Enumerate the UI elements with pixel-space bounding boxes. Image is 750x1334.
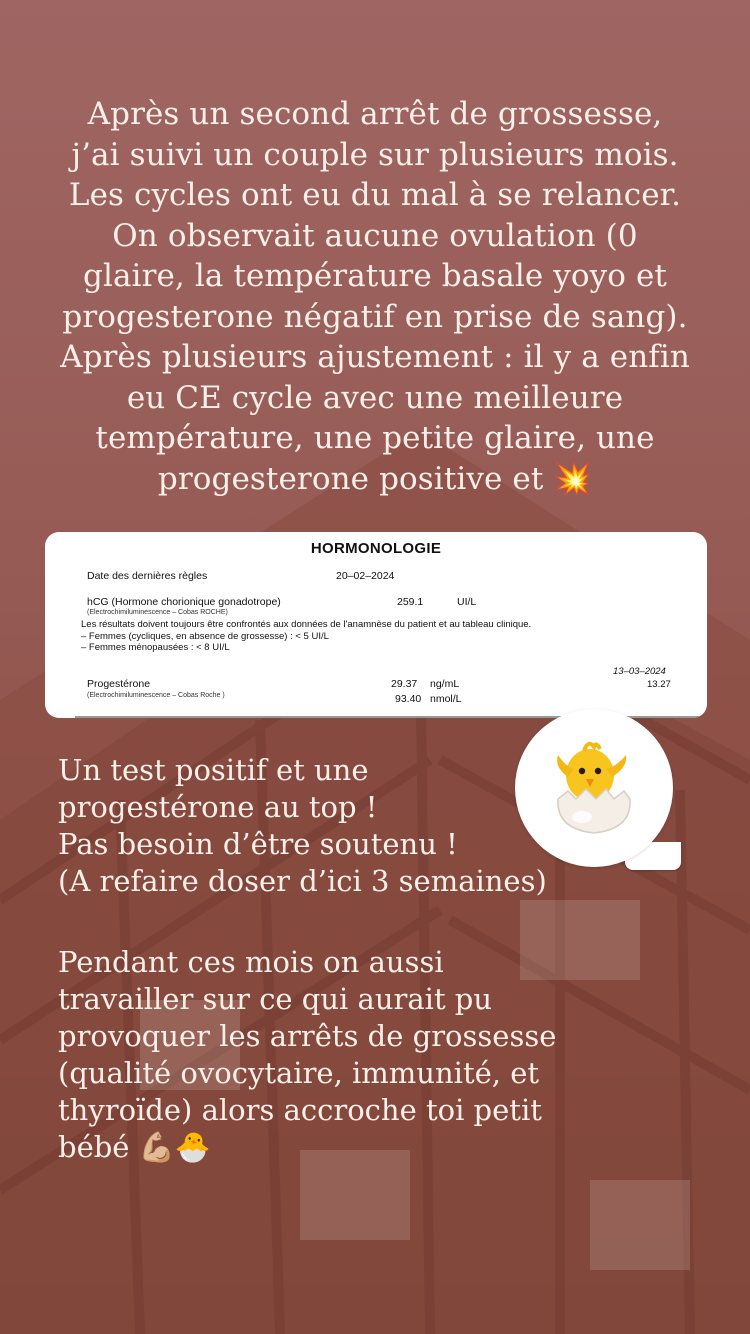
result-text bbox=[58, 752, 618, 900]
lab-title: HORMONOLOGIE bbox=[310, 540, 442, 557]
intro-text bbox=[40, 94, 710, 499]
result-line: progestérone au top ! bbox=[58, 790, 378, 824]
progesterone-label: Progestérone bbox=[87, 678, 151, 690]
progesterone-method: (Electrochimiluminescence – Cobas Roche ) bbox=[87, 692, 225, 699]
muscle-chick-icons: 💪🏼🐣 bbox=[138, 1130, 211, 1164]
progesterone-unit-nmol: nmol/L bbox=[430, 693, 462, 705]
intro-line: eu CE cycle avec une meilleure bbox=[126, 379, 624, 416]
closing-line: (qualité ovocytaire, immunité, et bbox=[58, 1056, 540, 1090]
previous-value: 13.27 bbox=[647, 679, 671, 690]
intro-line: Les cycles ont eu du mal à se relancer. bbox=[68, 177, 682, 213]
reference-range-menopause: – Femmes ménopausées : < 8 UI/L bbox=[81, 642, 230, 653]
reference-range-cycling: – Femmes (cycliques, en absence de grossesse) : < 5 UI/L bbox=[81, 631, 329, 642]
previous-date: 13–03–2024 bbox=[613, 666, 666, 677]
result-line: Un test positif et une bbox=[58, 753, 369, 787]
last-period-label: Date des dernières règles bbox=[87, 570, 208, 582]
closing-text bbox=[58, 944, 618, 1166]
closing-line-text: bébé bbox=[58, 1130, 130, 1164]
closing-line-last bbox=[58, 1129, 618, 1166]
closing-line: provoquer les arrêts de grossesse bbox=[58, 1019, 557, 1053]
intro-line: Après un second arrêt de grossesse, bbox=[87, 96, 663, 132]
closing-line: thyroïde) alors accroche toi petit bbox=[58, 1093, 542, 1127]
hcg-label: hCG (Hormone chorionique gonadotrope) bbox=[87, 596, 281, 608]
intro-line: j’ai suivi un couple sur plusieurs mois. bbox=[71, 136, 679, 173]
lab-results-card bbox=[45, 532, 707, 718]
progesterone-value-ng: 29.37 bbox=[391, 678, 418, 690]
progesterone-value-nmol: 93.40 bbox=[395, 693, 422, 705]
result-line: (A refaire doser d’ici 3 semaines) bbox=[58, 864, 547, 898]
hcg-method: (Electrochimiluminescence – Cobas ROCHE) bbox=[87, 609, 228, 616]
intro-line-text: progesterone positive et bbox=[157, 460, 544, 497]
intro-line: progesterone négatif en prise de sang). bbox=[62, 298, 688, 335]
progesterone-unit-ng: ng/mL bbox=[430, 678, 460, 690]
intro-line: température, une petite glaire, une bbox=[95, 420, 655, 456]
intro-line: glaire, la température basale yoyo et bbox=[83, 258, 667, 294]
hcg-unit: UI/L bbox=[457, 596, 477, 608]
closing-line: travailler sur ce qui aurait pu bbox=[58, 982, 493, 1016]
clinical-note: Les résultats doivent toujours être confrontés aux données de l'anamnèse du patient et au tableau clinique. bbox=[81, 619, 532, 630]
intro-line: On observait aucune ovulation (0 bbox=[112, 217, 638, 254]
closing-line: Pendant ces mois on aussi bbox=[58, 945, 444, 979]
intro-line: Après plusieurs ajustement : il y a enfin bbox=[60, 339, 690, 375]
collision-icon: 💥 bbox=[553, 460, 593, 497]
hcg-value: 259.1 bbox=[397, 596, 424, 608]
intro-line-last bbox=[40, 459, 710, 500]
last-period-value: 20–02–2024 bbox=[336, 570, 395, 582]
result-line: Pas besoin d’être soutenu ! bbox=[58, 827, 458, 861]
